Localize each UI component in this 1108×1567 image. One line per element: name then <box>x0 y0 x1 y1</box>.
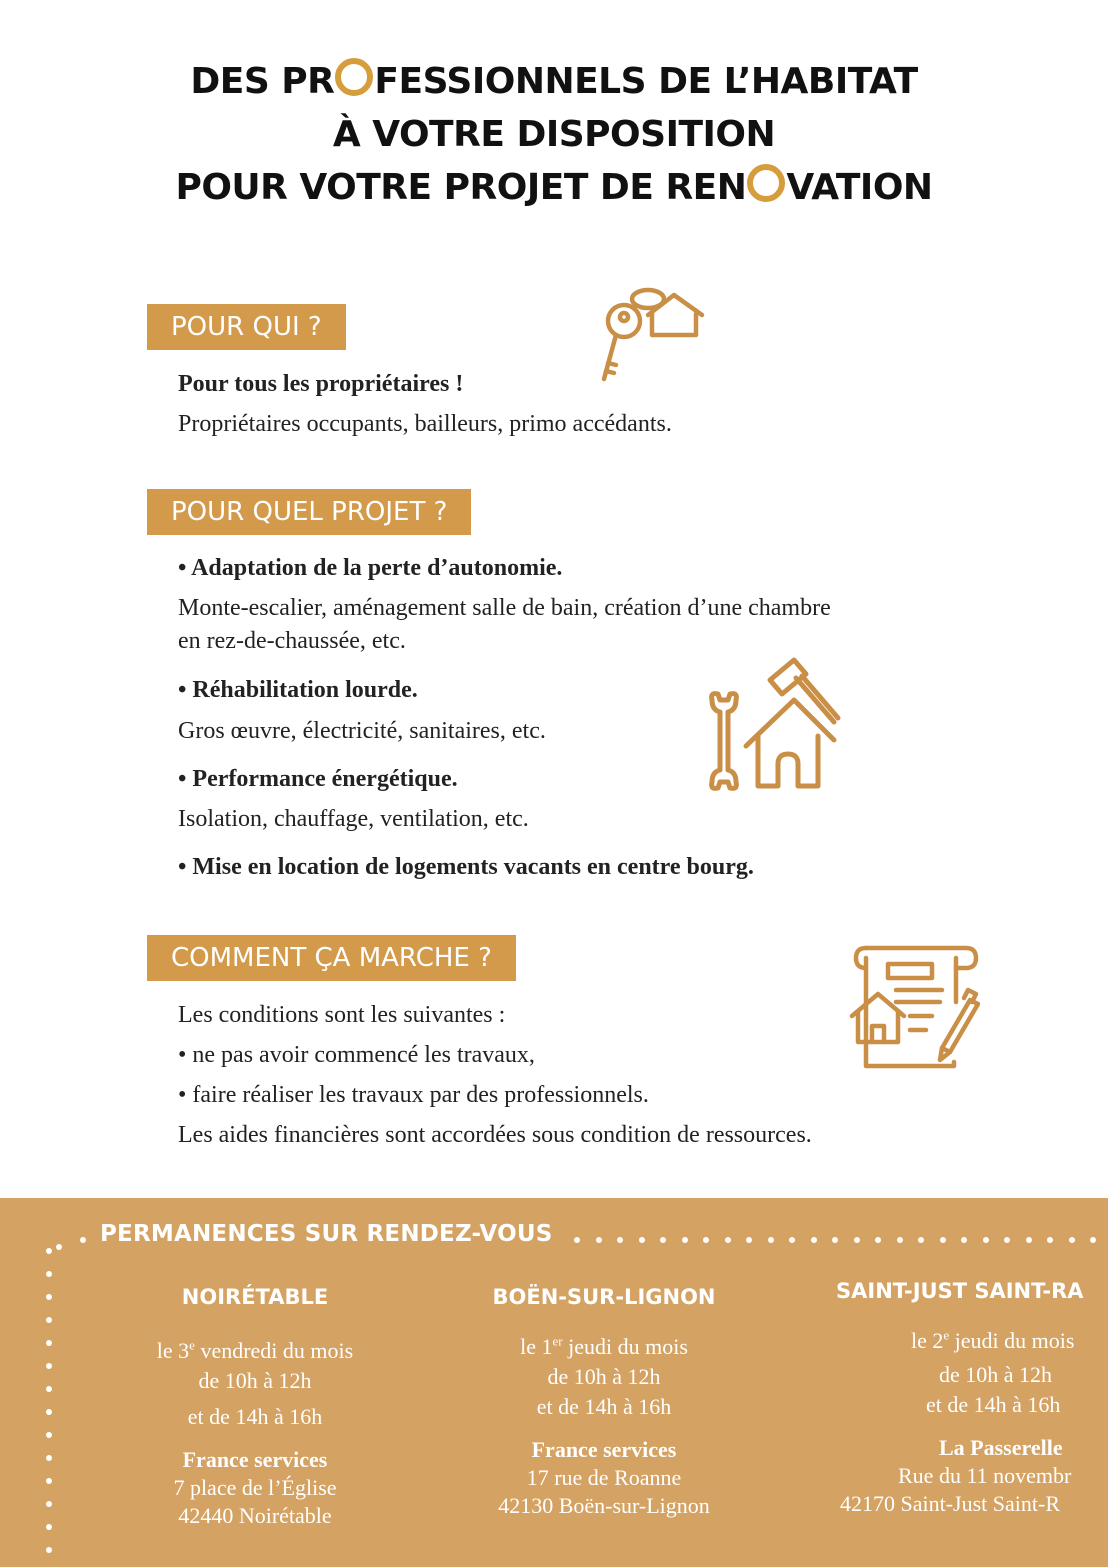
page-title <box>0 55 1108 214</box>
project-item-1-text-2: en rez-de-chaussée, etc. <box>178 628 406 654</box>
location-boen-sur-lignon <box>474 1282 734 1520</box>
project-item-4-title: • Mise en location de logements vacants en centre bourg. <box>178 854 754 880</box>
decorative-dot <box>80 1237 86 1243</box>
project-item-3-title: • Performance énergétique. <box>178 766 458 792</box>
decorative-dot <box>961 1237 967 1243</box>
section-heading-comment-ca-marche: COMMENT ÇA MARCHE ? <box>147 935 516 981</box>
venue-name: France services <box>531 1437 677 1462</box>
permanences-title: PERMANENCES SUR RENDEZ-VOUS <box>100 1221 553 1247</box>
decorative-dot <box>46 1386 52 1392</box>
condition-2: • faire réaliser les travaux par des professionnels. <box>178 1082 649 1108</box>
decorative-dot <box>660 1237 666 1243</box>
decorative-dot <box>1069 1237 1075 1243</box>
title-line-2: À VOTRE DISPOSITION <box>332 114 776 155</box>
venue-city: 42440 Noirétable <box>178 1503 332 1528</box>
document-house-pen-icon <box>848 942 980 1072</box>
decorative-dot <box>46 1432 52 1438</box>
location-noiretable <box>125 1282 385 1530</box>
conditions-footnote: Les aides financières sont accordées sous condition de ressources. <box>178 1122 812 1148</box>
decorative-dot <box>46 1317 52 1323</box>
schedule-afternoon: et de 14h à 16h <box>187 1404 323 1429</box>
decorative-dot <box>46 1363 52 1369</box>
title-line-1: DES PR FESSIONNELS DE L’HABITAT <box>0 55 1108 108</box>
decorative-dot <box>46 1501 52 1507</box>
schedule-morning: de 10h à 12h <box>198 1368 312 1393</box>
section1-text: Propriétaires occupants, bailleurs, primo accédants. <box>178 411 672 437</box>
venue-address: 17 rue de Roanne <box>526 1465 682 1490</box>
decorative-dot <box>703 1237 709 1243</box>
venue-address: Rue du 11 novembr <box>898 1463 1072 1488</box>
tools-house-icon <box>702 654 844 794</box>
schedule-morning: de 10h à 12h <box>939 1362 1053 1387</box>
ring-o-icon <box>747 164 785 202</box>
venue-address: 7 place de l’Église <box>173 1475 337 1500</box>
decorative-dot <box>1047 1237 1053 1243</box>
decorative-dot <box>1004 1237 1010 1243</box>
decorative-dot <box>875 1237 881 1243</box>
venue-city: 42170 Saint-Just Saint-R <box>840 1491 1061 1516</box>
section1-bold-text: Pour tous les propriétaires ! <box>178 371 464 397</box>
permanences-band <box>0 1198 1108 1567</box>
decorative-dot <box>682 1237 688 1243</box>
schedule-afternoon: et de 14h à 16h <box>536 1394 672 1419</box>
decorative-dot <box>46 1271 52 1277</box>
schedule-day: le 2e jeudi du mois <box>911 1327 1075 1353</box>
schedule-day: le 1er jeudi du mois <box>520 1333 688 1359</box>
decorative-dot <box>789 1237 795 1243</box>
project-item-2-title: • Réhabilitation lourde. <box>178 677 418 703</box>
section-heading-pour-quel-projet: POUR QUEL PROJET ? <box>147 489 471 535</box>
decorative-dot <box>46 1409 52 1415</box>
section-heading-pour-qui: POUR QUI ? <box>147 304 346 350</box>
schedule-day: le 3e vendredi du mois <box>156 1337 354 1363</box>
project-item-3-text: Isolation, chauffage, ventilation, etc. <box>178 806 529 832</box>
decorative-dot <box>811 1237 817 1243</box>
location-saint-just-saint-rambert <box>836 1276 1108 1518</box>
decorative-dot <box>832 1237 838 1243</box>
decorative-dot <box>983 1237 989 1243</box>
decorative-dot <box>940 1237 946 1243</box>
conditions-intro: Les conditions sont les suivantes : <box>178 1002 506 1028</box>
location-name: NOIRÉTABLE <box>181 1285 329 1309</box>
venue-city: 42130 Boën-sur-Lignon <box>498 1493 710 1518</box>
decorative-dot <box>56 1244 62 1250</box>
decorative-dot <box>46 1340 52 1346</box>
title-line-3: POUR VOTRE PROJET DE REN VATION <box>0 161 1108 214</box>
decorative-dot <box>46 1524 52 1530</box>
decorative-dot <box>746 1237 752 1243</box>
decorative-dot <box>46 1478 52 1484</box>
decorative-dot <box>46 1248 52 1254</box>
decorative-dot <box>918 1237 924 1243</box>
venue-name: La Passerelle <box>939 1435 1063 1460</box>
decorative-dot <box>1090 1237 1096 1243</box>
decorative-dot <box>46 1547 52 1553</box>
decorative-dot <box>1026 1237 1032 1243</box>
decorative-dot <box>639 1237 645 1243</box>
project-item-2-text: Gros œuvre, électricité, sanitaires, etc. <box>178 718 546 744</box>
project-item-1-title: • Adaptation de la perte d’autonomie. <box>178 555 563 581</box>
location-name: BOËN-SUR-LIGNON <box>492 1285 716 1309</box>
schedule-morning: de 10h à 12h <box>547 1364 661 1389</box>
decorative-dot <box>46 1294 52 1300</box>
venue-name: France services <box>182 1447 328 1472</box>
condition-1: • ne pas avoir commencé les travaux, <box>178 1042 535 1068</box>
ring-o-icon <box>335 58 373 96</box>
decorative-dot <box>46 1455 52 1461</box>
decorative-dot <box>854 1237 860 1243</box>
decorative-dot <box>768 1237 774 1243</box>
decorative-dot <box>897 1237 903 1243</box>
decorative-dot <box>574 1237 580 1243</box>
project-item-1-text-1: Monte-escalier, aménagement salle de bain, création d’une chambre <box>178 595 831 621</box>
schedule-afternoon: et de 14h à 16h <box>926 1392 1061 1417</box>
keys-house-icon <box>596 283 710 385</box>
decorative-dot <box>725 1237 731 1243</box>
decorative-dot <box>617 1237 623 1243</box>
location-name: SAINT-JUST SAINT-RA <box>836 1279 1084 1303</box>
decorative-dot <box>596 1237 602 1243</box>
